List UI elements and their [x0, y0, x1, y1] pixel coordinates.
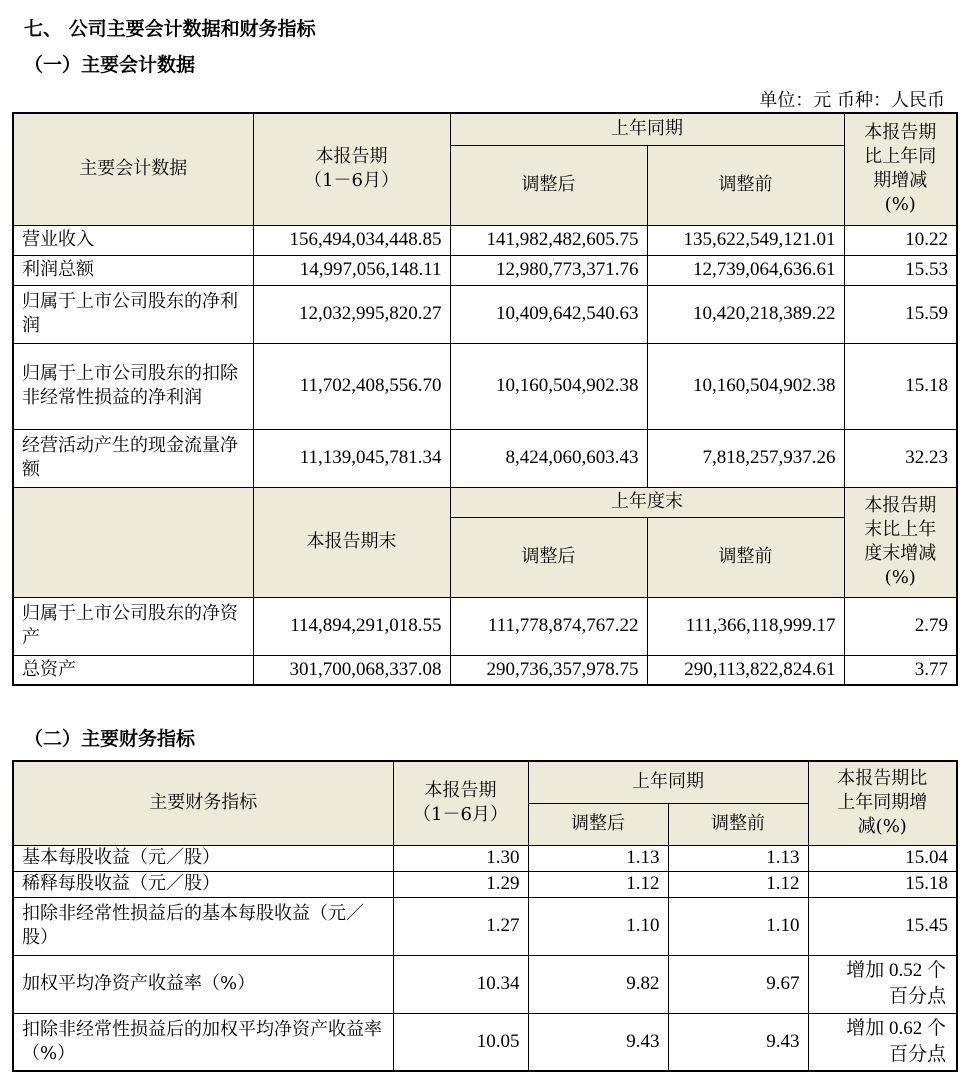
cell-change: 15.18 — [844, 343, 957, 429]
cell-current: 12,032,995,820.27 — [253, 285, 450, 343]
cell-adjusted-after: 1.10 — [528, 897, 668, 955]
table-row — [13, 255, 957, 285]
header-adjusted-after: 调整后 — [450, 517, 647, 597]
cell-adjusted-before: 12,739,064,636.61 — [647, 255, 844, 285]
cell-current: 114,894,291,018.55 — [253, 597, 450, 655]
cell-change: 3.77 — [844, 655, 957, 685]
header-prior-period: 上年同期 — [528, 761, 808, 803]
cell-current: 10.05 — [393, 1013, 528, 1071]
cell-adjusted-after: 141,982,482,605.75 — [450, 225, 647, 255]
cell-adjusted-before: 1.13 — [668, 845, 808, 871]
cell-change: 15.53 — [844, 255, 957, 285]
header-adjusted-before: 调整前 — [668, 803, 808, 845]
table-row — [13, 597, 957, 655]
subsection-title-accounting-data: （一）主要会计数据 — [24, 54, 196, 76]
cell-adjusted-after: 9.43 — [528, 1013, 668, 1071]
cell-adjusted-after: 1.13 — [528, 845, 668, 871]
row-label: 经营活动产生的现金流量净额 — [13, 429, 253, 487]
cell-change: 增加 0.62 个 百分点 — [808, 1013, 957, 1071]
table-row — [13, 871, 957, 897]
cell-current: 156,494,034,448.85 — [253, 225, 450, 255]
table-row — [13, 897, 957, 955]
row-label: 归属于上市公司股东的净资产 — [13, 597, 253, 655]
header-change-pct-end: 本报告期 末比上年 度末增减 (%) — [844, 487, 957, 597]
cell-current: 1.30 — [393, 845, 528, 871]
cell-adjusted-after: 290,736,357,978.75 — [450, 655, 647, 685]
header-current-period: 本报告期 （1－6月） — [253, 113, 450, 225]
cell-current: 1.29 — [393, 871, 528, 897]
header-adjusted-after: 调整后 — [528, 803, 668, 845]
table-row — [13, 429, 957, 487]
cell-adjusted-after: 12,980,773,371.76 — [450, 255, 647, 285]
table-row — [13, 343, 957, 429]
table-row — [13, 285, 957, 343]
cell-adjusted-before: 9.67 — [668, 955, 808, 1013]
cell-current: 301,700,068,337.08 — [253, 655, 450, 685]
header-blank — [13, 487, 253, 597]
cell-adjusted-before: 135,622,549,121.01 — [647, 225, 844, 255]
cell-current: 11,702,408,556.70 — [253, 343, 450, 429]
cell-adjusted-before: 9.43 — [668, 1013, 808, 1071]
table-row — [13, 955, 957, 1013]
header-current-period: 本报告期 （1－6月） — [393, 761, 528, 845]
cell-adjusted-before: 290,113,822,824.61 — [647, 655, 844, 685]
main-accounting-data-table — [12, 112, 958, 686]
table-row — [13, 845, 957, 871]
cell-change: 32.23 — [844, 429, 957, 487]
header-adjusted-before: 调整前 — [647, 517, 844, 597]
row-label: 利润总额 — [13, 255, 253, 285]
cell-adjusted-after: 9.82 — [528, 955, 668, 1013]
cell-adjusted-before: 10,160,504,902.38 — [647, 343, 844, 429]
row-label: 营业收入 — [13, 225, 253, 255]
cell-current: 14,997,056,148.11 — [253, 255, 450, 285]
header-main-financial-indicators: 主要财务指标 — [13, 761, 393, 845]
cell-current: 1.27 — [393, 897, 528, 955]
header-current-period-end: 本报告期末 — [253, 487, 450, 597]
cell-change: 15.59 — [844, 285, 957, 343]
cell-current: 10.34 — [393, 955, 528, 1013]
row-label: 稀释每股收益（元／股） — [13, 871, 393, 897]
row-label: 归属于上市公司股东的扣除非经常性损益的净利润 — [13, 343, 253, 429]
table-row — [13, 1013, 957, 1071]
section-title: 七、 公司主要会计数据和财务指标 — [24, 18, 316, 40]
cell-adjusted-after: 10,409,642,540.63 — [450, 285, 647, 343]
row-label: 归属于上市公司股东的净利润 — [13, 285, 253, 343]
row-label: 扣除非经常性损益后的基本每股收益（元／股） — [13, 897, 393, 955]
main-financial-indicators-table — [12, 760, 958, 1072]
cell-change: 2.79 — [844, 597, 957, 655]
cell-change: 15.45 — [808, 897, 957, 955]
cell-adjusted-after: 111,778,874,767.22 — [450, 597, 647, 655]
header-main-accounting-data: 主要会计数据 — [13, 113, 253, 225]
cell-adjusted-after: 1.12 — [528, 871, 668, 897]
subsection-title-financial-indicators: （二）主要财务指标 — [24, 728, 196, 750]
cell-change: 10.22 — [844, 225, 957, 255]
header-adjusted-after: 调整后 — [450, 145, 647, 225]
cell-adjusted-before: 1.12 — [668, 871, 808, 897]
cell-change: 15.18 — [808, 871, 957, 897]
header-adjusted-before: 调整前 — [647, 145, 844, 225]
unit-currency-note: 单位：元 币种：人民币 — [759, 90, 945, 111]
header-change-pct: 本报告期比 上年同期增 减(%) — [808, 761, 957, 845]
cell-adjusted-before: 1.10 — [668, 897, 808, 955]
cell-change: 增加 0.52 个 百分点 — [808, 955, 957, 1013]
row-label: 扣除非经常性损益后的加权平均净资产收益率（%） — [13, 1013, 393, 1071]
row-label: 加权平均净资产收益率（%） — [13, 955, 393, 1013]
cell-adjusted-before: 111,366,118,999.17 — [647, 597, 844, 655]
table-row — [13, 655, 957, 685]
cell-current: 11,139,045,781.34 — [253, 429, 450, 487]
table-row — [13, 225, 957, 255]
cell-adjusted-after: 10,160,504,902.38 — [450, 343, 647, 429]
row-label: 基本每股收益（元／股） — [13, 845, 393, 871]
header-prior-year-end: 上年度末 — [450, 487, 844, 517]
cell-adjusted-after: 8,424,060,603.43 — [450, 429, 647, 487]
cell-change: 15.04 — [808, 845, 957, 871]
header-prior-period: 上年同期 — [450, 113, 844, 145]
cell-adjusted-before: 7,818,257,937.26 — [647, 429, 844, 487]
row-label: 总资产 — [13, 655, 253, 685]
cell-adjusted-before: 10,420,218,389.22 — [647, 285, 844, 343]
header-change-pct: 本报告期 比上年同 期增减 (%) — [844, 113, 957, 225]
